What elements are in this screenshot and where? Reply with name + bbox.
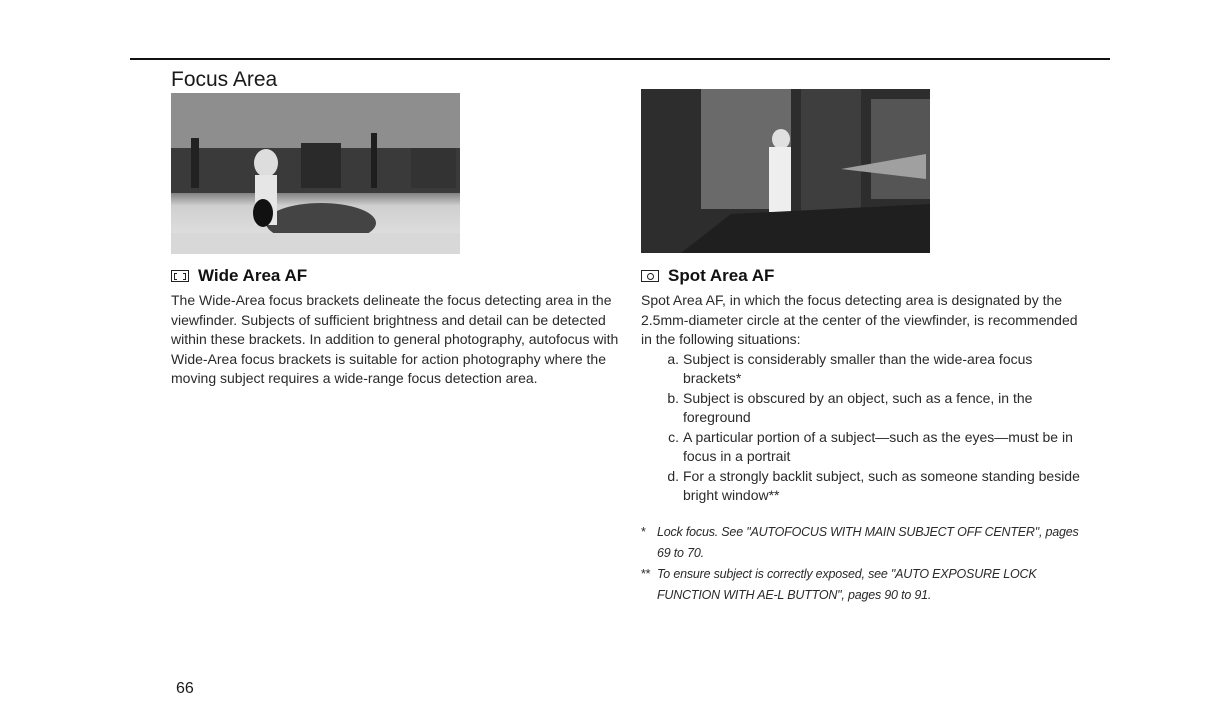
- list-item: d. For a strongly backlit subject, such as someone standing beside bright window**: [667, 467, 1080, 503]
- spot-area-situations-list: [641, 350, 1086, 506]
- wide-area-af-icon: [171, 270, 189, 282]
- spot-area-af-icon: [641, 270, 659, 282]
- page-number: 66: [176, 680, 194, 697]
- page-title: Focus Area: [171, 68, 278, 91]
- wide-area-heading: [171, 265, 621, 287]
- footnote: * Lock focus. See "AUTOFOCUS WITH MAIN SUBJECT OFF CENTER", pages 69 to 70.: [641, 524, 1079, 560]
- spot-area-section: [641, 265, 1086, 606]
- wide-area-photo-illustration: [171, 93, 460, 254]
- spot-area-heading-label: Spot Area AF: [668, 266, 775, 285]
- wide-area-example-photo: [171, 93, 460, 254]
- spot-area-photo-illustration: [641, 89, 930, 253]
- wide-area-description: The Wide-Area focus brackets delineate the focus detecting area in the viewfinder. Subjects of sufficient brightness and detail can be detected within these brackets. In addition to general photography, autofocus with Wide-Area focus brackets is suitable for action photography where the moving subject requires a wide-range focus detection area.: [171, 292, 619, 386]
- list-item: c. A particular portion of a subject—such as the eyes—must be in focus in a portrait: [668, 428, 1073, 464]
- top-rule: [130, 58, 1110, 60]
- list-item: a. Subject is considerably smaller than the wide-area focus brackets*: [667, 350, 1033, 386]
- wide-area-section: [171, 265, 621, 389]
- footnotes: [641, 522, 1086, 606]
- spot-area-heading: [641, 265, 1086, 287]
- wide-area-heading-label: Wide Area AF: [198, 266, 308, 285]
- list-item: b. Subject is obscured by an object, such as a fence, in the foreground: [667, 389, 1033, 425]
- spot-area-example-photo: [641, 89, 930, 253]
- footnote: ** To ensure subject is correctly exposed, see "AUTO EXPOSURE LOCK FUNCTION WITH AE-L BUTTON", pages 90 to 91.: [641, 566, 1037, 602]
- spot-area-intro: Spot Area AF, in which the focus detecting area is designated by the 2.5mm-diameter circle at the center of the viewfinder, is recommended in the following situations:: [641, 292, 1078, 347]
